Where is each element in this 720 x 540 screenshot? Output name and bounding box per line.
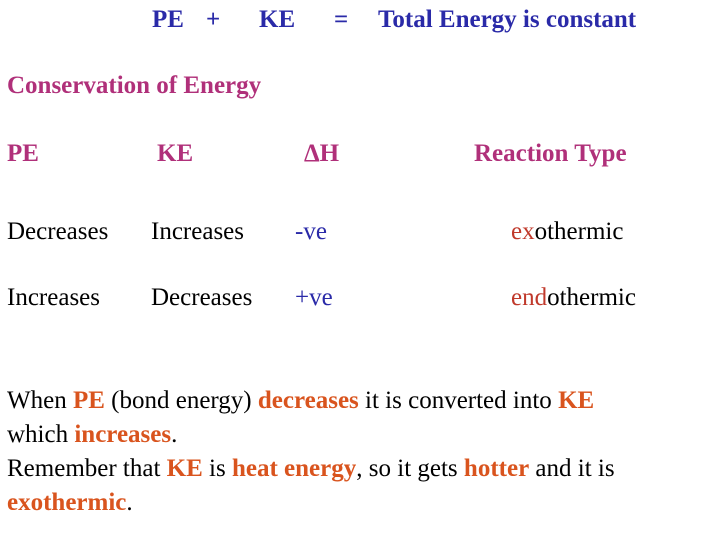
row1-type-prefix: ex bbox=[511, 218, 535, 245]
header-reaction-type: Reaction Type bbox=[474, 140, 627, 167]
row1-delta-h: -ve bbox=[295, 218, 327, 245]
highlight-ke: KE bbox=[558, 387, 595, 414]
text-span: . bbox=[171, 421, 178, 448]
equation-pe: PE bbox=[152, 6, 184, 33]
text-span: When bbox=[7, 387, 73, 414]
row2-reaction-type bbox=[511, 284, 636, 312]
equation-equals: = bbox=[334, 6, 349, 33]
row1-type-rest: othermic bbox=[534, 218, 624, 245]
highlight-decreases: decreases bbox=[257, 387, 359, 414]
header-ke: KE bbox=[157, 140, 194, 167]
header-delta-h: ΔH bbox=[304, 140, 340, 167]
text-span: which bbox=[7, 421, 75, 448]
row1-ke: Increases bbox=[151, 218, 244, 245]
highlight-increases: increases bbox=[74, 421, 172, 448]
highlight-hotter: hotter bbox=[463, 455, 530, 482]
row2-type-rest: othermic bbox=[547, 284, 636, 311]
text-span: (bond energy) bbox=[104, 387, 258, 414]
equation-result: Total Energy is constant bbox=[378, 6, 637, 33]
highlight-ke-2: KE bbox=[166, 455, 203, 482]
text-span: it is converted into bbox=[358, 387, 559, 414]
equation-plus: + bbox=[206, 6, 221, 33]
text-span: and it is bbox=[529, 455, 615, 482]
equation-ke: KE bbox=[259, 6, 296, 33]
text-span: is bbox=[202, 455, 232, 482]
highlight-pe: PE bbox=[72, 387, 105, 414]
highlight-heat-energy: heat energy bbox=[231, 455, 357, 482]
slide-title: Conservation of Energy bbox=[7, 72, 262, 99]
text-span: , so it gets bbox=[356, 455, 464, 482]
text-span: Remember that bbox=[7, 455, 167, 482]
row1-pe: Decreases bbox=[7, 218, 109, 245]
row2-ke: Decreases bbox=[151, 284, 253, 311]
explanation-paragraph bbox=[7, 384, 707, 520]
row2-delta-h: +ve bbox=[295, 284, 333, 311]
highlight-exothermic: exothermic bbox=[7, 489, 127, 516]
row2-pe: Increases bbox=[7, 284, 100, 311]
row1-reaction-type bbox=[511, 218, 623, 246]
row2-type-prefix: end bbox=[511, 284, 548, 311]
header-pe: PE bbox=[7, 140, 39, 167]
text-span: . bbox=[126, 489, 133, 516]
